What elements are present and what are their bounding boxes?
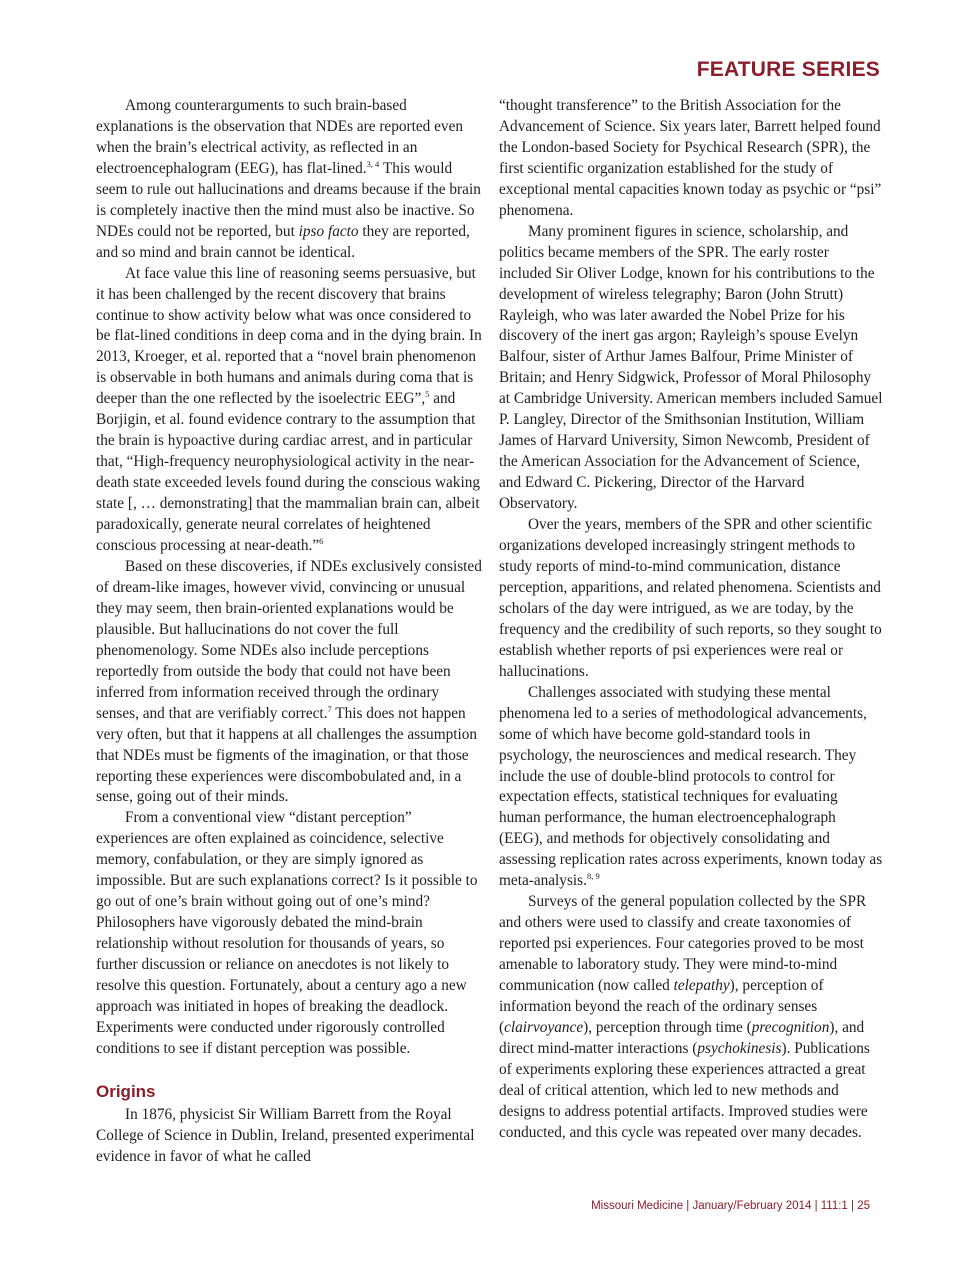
right-column — [499, 96, 883, 1144]
paragraph: Surveys of the general population collected by the SPR and others were used to classify and create taxonomies of reported psi experiences. Four categories proved to be most amenable to laboratory study. They were mind-to-mind communication (now called telepathy), perception of information beyond the reach of the ordinary senses (clairvoyance), perception through time (precognition), and direct mind-matter interactions (psychokinesis). Publications of experiments exploring these experiences attracted a great deal of critical attention, which led to new methods and designs to address potential artifacts. Improved studies were conducted, and this cycle was repeated over many decades. — [499, 893, 870, 1141]
paragraph: Over the years, members of the SPR and other scientific organizations developed increasingly stringent methods to study reports of mind-to-mind communication, distance perception, apparitions, and related phenomena. Scientists and scholars of the day were intrigued, as we are today, by the frequency and the credibility of such reports, so they sought to establish whether reports of psi experiences were real or hallucinations. — [499, 516, 882, 680]
section-heading-origins: Origins — [96, 1081, 156, 1101]
paragraph: In 1876, physicist Sir William Barrett from the Royal College of Science in Dublin, Ireland, presented experimental evidence in favor of what he called — [96, 1105, 475, 1165]
paragraph: “thought transference” to the British Association for the Advancement of Science. Six years later, Barrett helped found the London-based Society for Psychical Research (SPR), the first scientific organization established for the study of exceptional mental capacities known today as psychic or “psi” phenomena. — [499, 97, 882, 219]
paragraph: At face value this line of reasoning seems persuasive, but it has been challenged by the recent discovery that brains continue to show activity below what was once considered to be flat-lined conditions in deep coma and in the dying brain. In 2013, Kroeger, et al. reported that a “novel brain phenomenon is observable in both humans and animals during coma that is deeper than the one reflected by the isoelectric EEG”,$^5$ and Borjigin, et al. found evidence contrary to the assumption that the brain is hypoactive during cardiac arrest, and in particular that, “High-frequency neurophysiological activity in the near-death state exceeded levels found during the conscious waking state [, … demonstrating] that the mammalian brain can, albeit paradoxically, generate neural correlates of heightened conscious processing at near-death.”$^6$ — [96, 264, 482, 555]
page-footer: Missouri Medicine | January/February 2014 | 111:1 | 25 — [591, 1200, 870, 1212]
left-column — [96, 96, 482, 1168]
paragraph: Many prominent figures in science, scholarship, and politics became members of the SPR. The early roster included Sir Oliver Lodge, known for his contributions to the development of wireless telegraphy; Baron (John Strutt) Rayleigh, who was later awarded the Nobel Prize for his discovery of the inert gas argon; Rayleigh’s spouse Evelyn Balfour, sister of Arthur James Balfour, Prime Minister of Britain; and Henry Sidgwick, Professor of Moral Philosophy at Cambridge University. American members included Samuel P. Langley, Director of the Smithsonian Institution, William James of Harvard University, Simon Newcomb, President of the American Association for the Advancement of Science, and Edward C. Pickering, Director of the Harvard Observatory. — [499, 222, 883, 513]
feature-series-header: FEATURE SERIES — [696, 58, 880, 81]
paragraph: From a conventional view “distant perception” experiences are often explained as coincidence, selective memory, confabulation, or they are simply ignored as impossible. But are such explanations correct? Is it possible to go out of one’s brain without going out of one’s mind? Philosophers have vigorously debated the mind-brain relationship without resolution for thousands of years, so further discussion or reliance on anecdotes is not likely to resolve this question. Fortunately, about a century ago a new approach was initiated in hopes of breaking the deadlock. Experiments were conducted under rigorously controlled conditions to see if distant perception was possible. — [96, 809, 478, 1057]
paragraph: Among counterarguments to such brain-based explanations is the observation that NDEs are reported even when the brain’s electrical activity, as reflected in an electroencephalogram (EEG), has flat-lined.$^{3, 4}$ This would seem to rule out hallucinations and dreams because if the brain is completely inactive then the mind must also be inactive. So NDEs could not be reported, but ipso facto they are reported, and so mind and brain cannot be identical. — [96, 97, 481, 261]
paragraph: Based on these discoveries, if NDEs exclusively consisted of dream-like images, however vivid, convincing or unusual they may seem, then brain-oriented explanations would be plausible. But hallucinations do not cover the full phenomenology. Some NDEs also include perceptions reportedly from outside the body that could not have been inferred from information received through the ordinary senses, and that are verifiably correct.$^7$ This does not happen very often, but that it happens at all challenges the assumption that NDEs must be figments of the imagination, or that those reporting these experiences were discombobulated and, in a sense, going out of their minds. — [96, 557, 482, 806]
paragraph: Challenges associated with studying these mental phenomena led to a series of methodological advancements, some of which have become gold-standard tools in psychology, the neurosciences and medical research. They include the use of double-blind protocols to control for expectation effects, statistical techniques for evaluating human performance, the human electroencephalograph (EEG), and methods for objectively consolidating and assessing replication rates across experiments, known today as meta-analysis.$^{8, 9}$ — [499, 683, 883, 890]
